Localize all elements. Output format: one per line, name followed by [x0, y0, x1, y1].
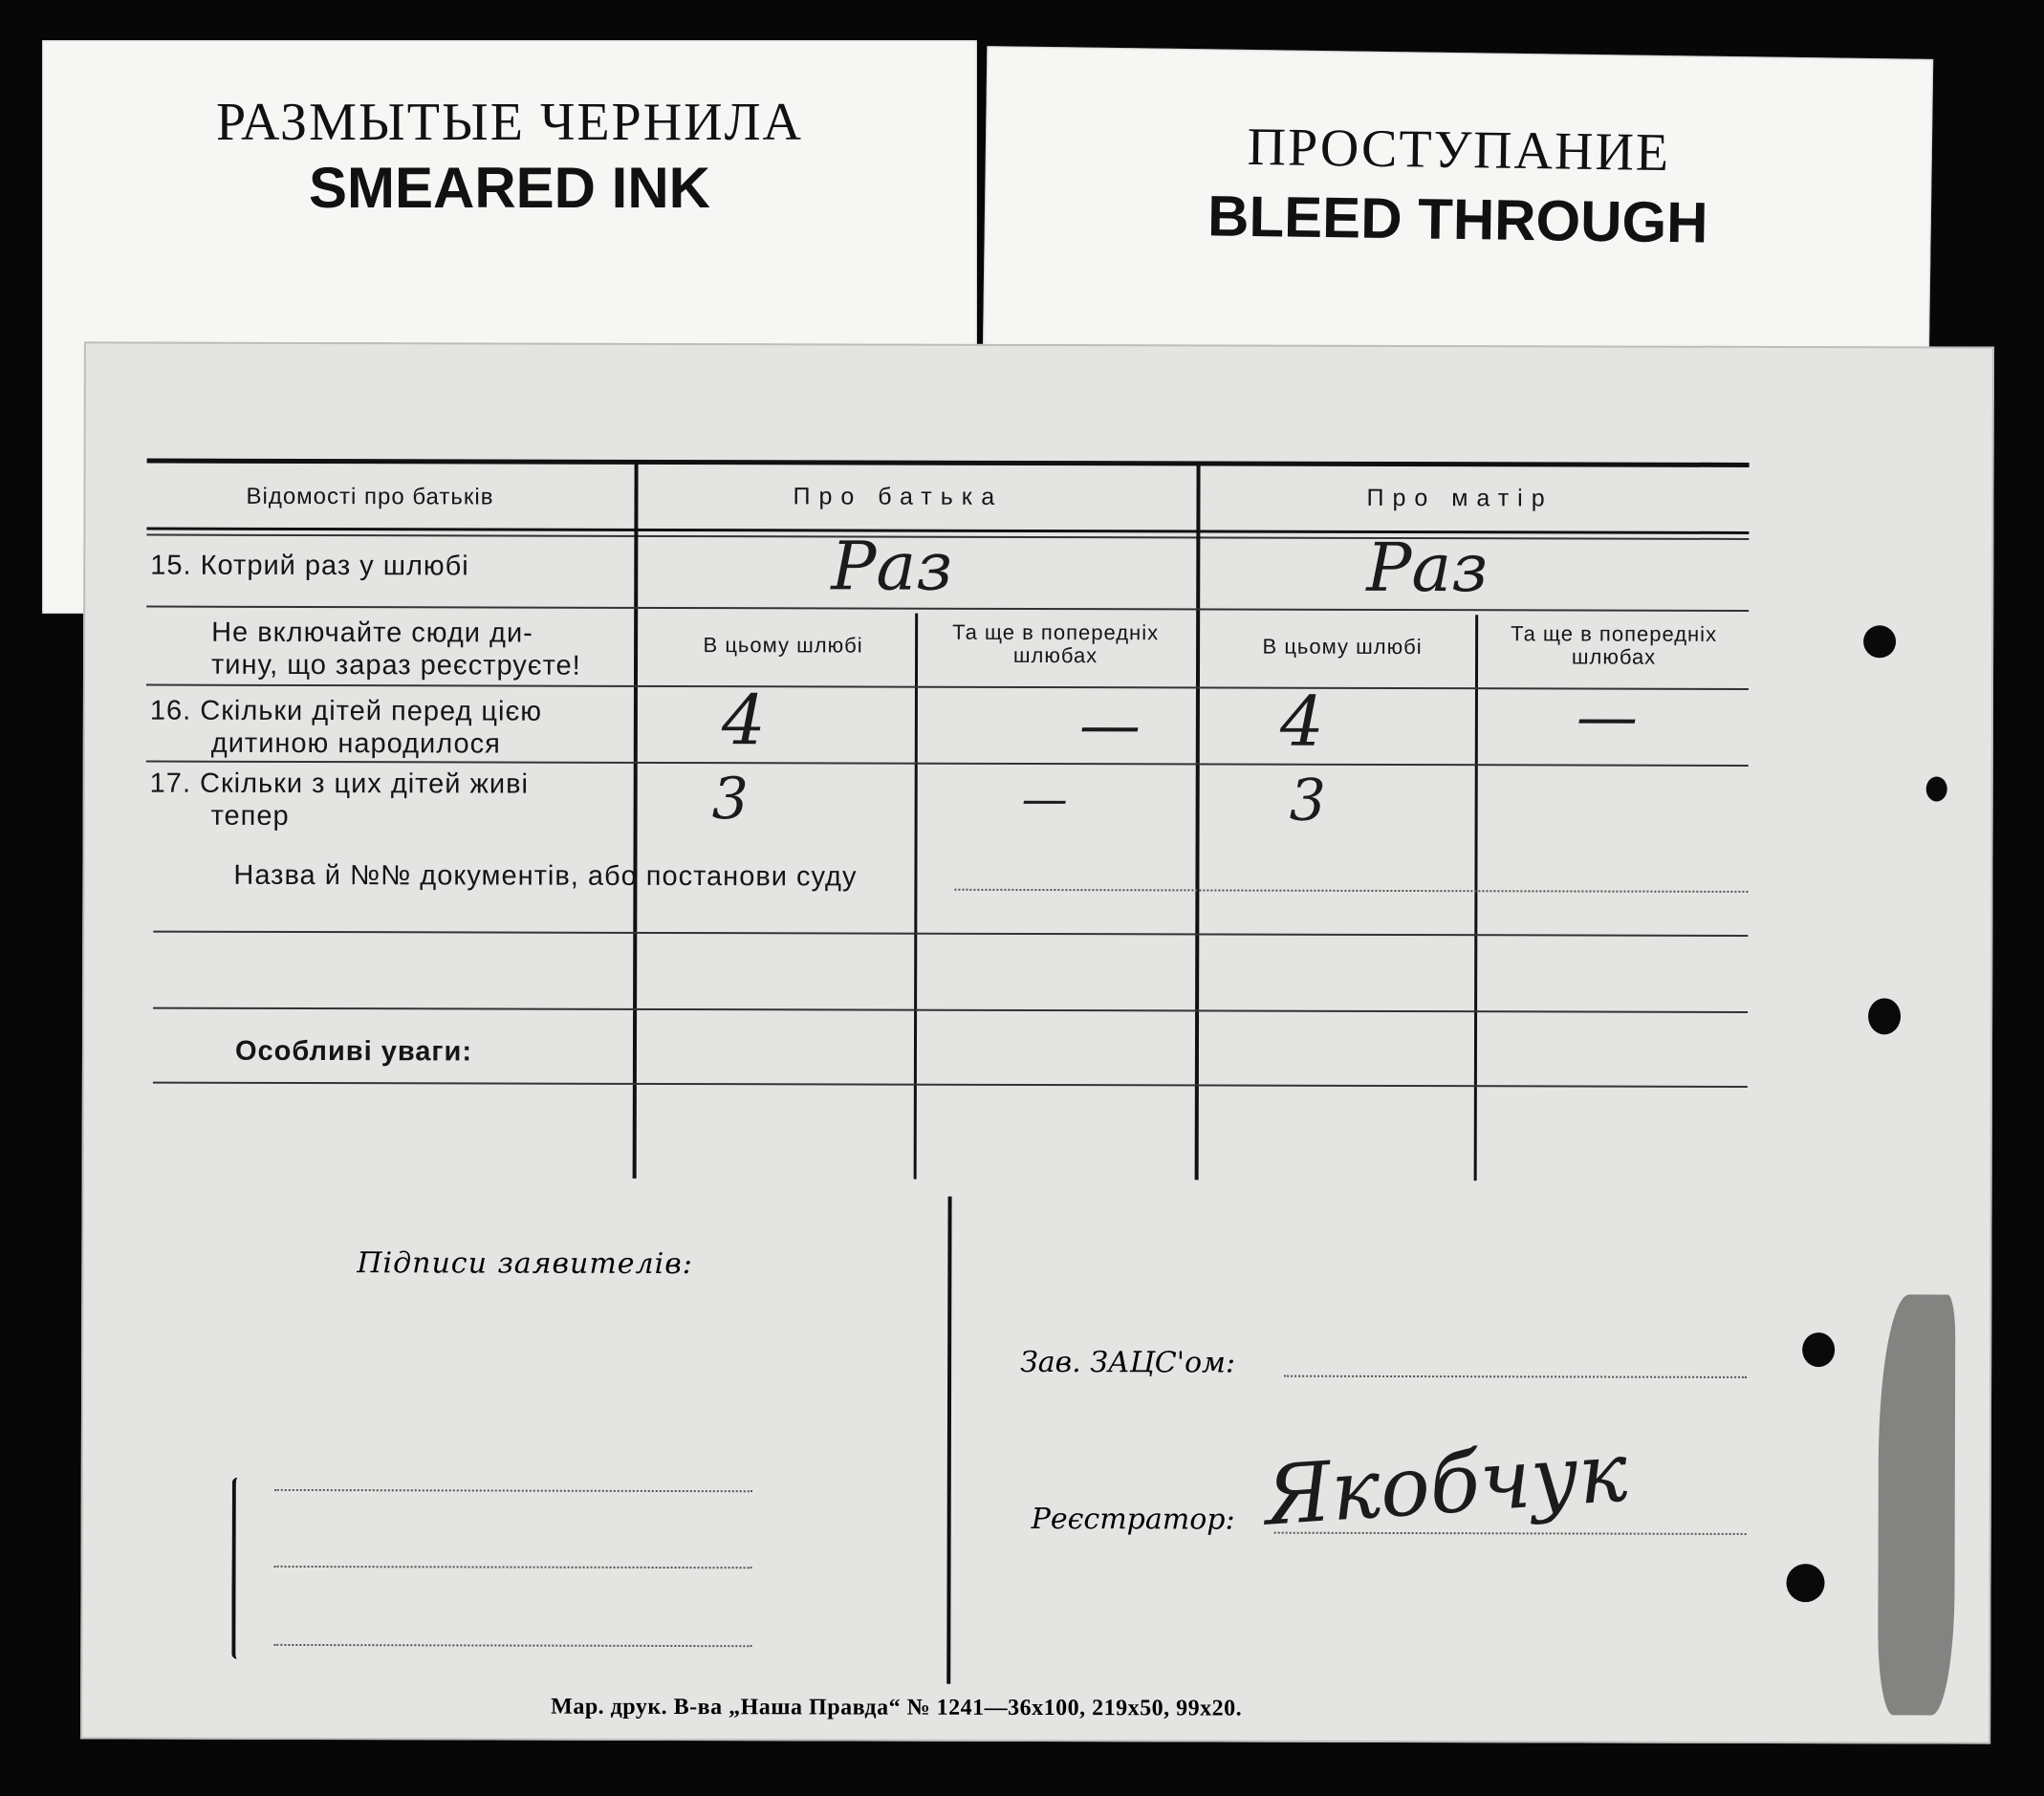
row17-mother-this: 3 — [1289, 767, 1326, 834]
row17-label-line1: 17. Скільки з цих дітей живі — [149, 768, 530, 800]
row16-label-line1: 16. Скільки дітей перед цією — [149, 695, 543, 727]
registrar-label: Реєстратор: — [1031, 1502, 1235, 1537]
documents-line-2 — [153, 931, 1748, 937]
row16-father-prev: — — [1078, 690, 1141, 762]
row16-label-line2: дитиною народилося — [210, 727, 501, 760]
column-divider-2 — [1195, 463, 1201, 1179]
father-this-marriage-header: В цьому шлюбі — [703, 633, 863, 658]
mother-prev-marriages-header: Та ще в попередніх шлюбах — [1511, 621, 1718, 669]
row15-mother-value: Раз — [1366, 528, 1489, 608]
header-about-father: Про батька — [793, 483, 1004, 510]
row17-label-line2: тепер — [210, 800, 290, 832]
punch-hole — [1786, 1564, 1824, 1602]
table-top-rule — [147, 459, 1750, 467]
column-divider-father-sub — [914, 614, 919, 1179]
applicant-line-1 — [274, 1489, 752, 1492]
father-prev-marriages-header: Та ще в попередніх шлюбах — [952, 619, 1160, 668]
punch-hole — [1863, 625, 1896, 658]
row16-rule — [146, 761, 1749, 767]
head-signature-line — [1284, 1375, 1747, 1378]
row17-father-this: 3 — [711, 766, 749, 833]
note-line1: Не включайте сюди ди- — [211, 617, 533, 649]
smeared-ink-label-ru: РАЗМЫТЫЕ ЧЕРНИЛА — [215, 93, 803, 152]
row17-father-prev: — — [1021, 771, 1068, 827]
row16-father-this: 4 — [721, 680, 766, 761]
header-about-mother: Про матір — [1366, 484, 1554, 512]
row15-rule — [146, 606, 1749, 612]
punch-hole — [1802, 1332, 1835, 1367]
column-divider-mother-sub — [1474, 615, 1479, 1180]
bleed-through-label-ru: ПРОСТУПАНИЕ — [1247, 117, 1671, 184]
remarks-line — [153, 1082, 1748, 1088]
row15-label: 15. Котрий раз у шлюбі — [150, 550, 469, 582]
note-line2: тину, що зараз реєструєте! — [210, 649, 581, 682]
column-divider-1 — [633, 462, 639, 1179]
documents-label: Назва й №№ документів, або постанови суду — [233, 859, 858, 893]
applicants-brace — [231, 1478, 241, 1659]
row16-mother-this: 4 — [1279, 681, 1324, 762]
registration-form-card — [80, 341, 1994, 1743]
note-rule — [146, 684, 1749, 690]
row16-mother-prev: — — [1576, 682, 1638, 753]
mother-this-marriage-header: В цьому шлюбі — [1262, 634, 1423, 660]
row15-father-value: Раз — [831, 527, 953, 606]
printer-imprint: Мар. друк. В-ва „Наша Правда“ № 1241—36х100, 219х50, 99х20. — [551, 1694, 1243, 1721]
applicant-line-3 — [273, 1644, 751, 1647]
punch-hole — [1926, 776, 1947, 801]
signature-divider — [946, 1197, 951, 1684]
applicant-line-2 — [274, 1566, 752, 1569]
documents-line-1 — [954, 889, 1748, 893]
documents-line-3 — [153, 1007, 1748, 1013]
bleed-through-label-card — [983, 46, 1934, 375]
remarks-label: Особливі уваги: — [234, 1035, 473, 1068]
water-stain — [1878, 1294, 1955, 1715]
applicants-signatures-label: Підписи заявителів: — [357, 1246, 693, 1282]
punch-hole — [1868, 998, 1901, 1034]
bleed-through-label-en: BLEED THROUGH — [1207, 184, 1708, 255]
registrar-signature: Якобчук — [1261, 1424, 1631, 1545]
head-of-registry-label: Зав. ЗАЦС'ом: — [1020, 1345, 1236, 1380]
header-parents-info: Відомості про батьків — [246, 483, 494, 510]
smeared-ink-label-en: SMEARED INK — [308, 156, 711, 220]
